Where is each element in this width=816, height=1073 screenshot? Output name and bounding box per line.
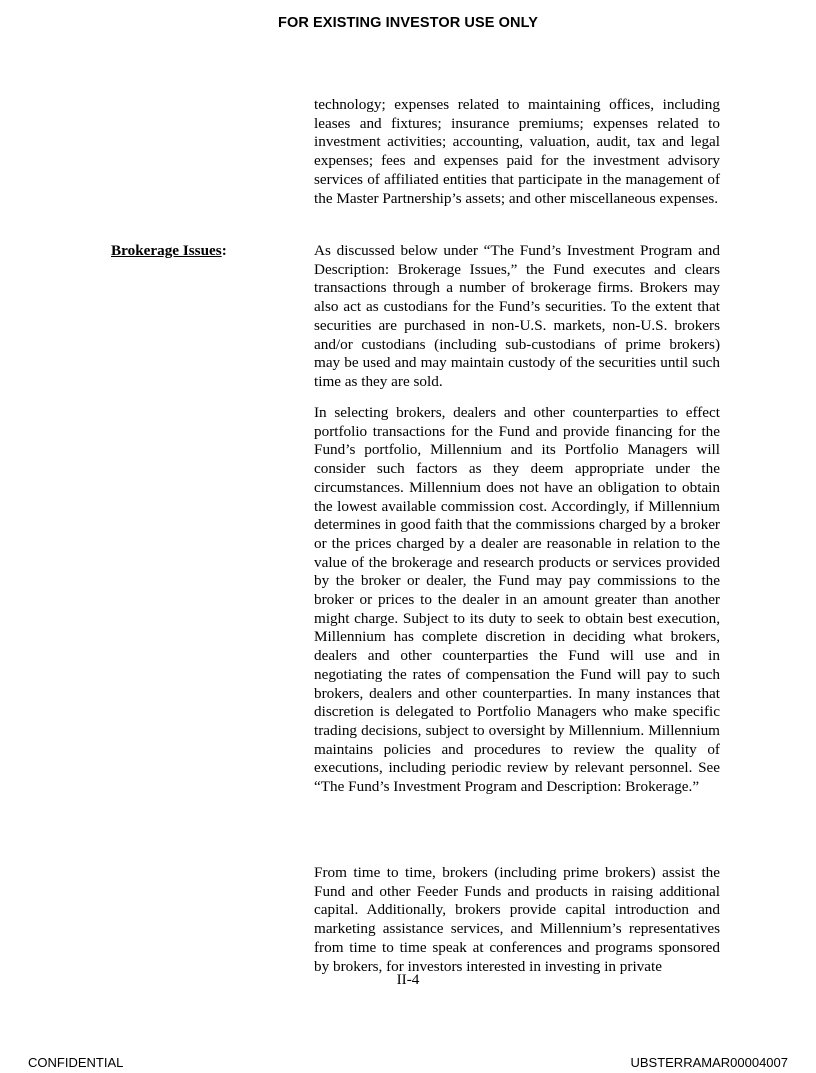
section-label-brokerage: [111, 242, 227, 261]
page-number: [0, 971, 816, 989]
brokerage-text-1: As discussed below under “The Fund’s Investment Program and Description: Brokerage Issues,” the Fund executes and clears transactions through a number of brokerage firms. Brokers may also act as custodians for the Fund’s securities. To the extent that securities are purchased in non-U.S. markets, non-U.S. brokers and/or custodians (including sub-custodians of prime brokers) may be used and may maintain custody of the securities until such time as they are sold.: [314, 242, 720, 390]
brokerage-text-2: In selecting brokers, dealers and other counterparties to effect portfolio transactions for the Fund and provide financing for the Fund’s portfolio, Millennium and its Portfolio Managers will consider such factors as they deem appropriate under the circumstances. Millennium does not have an obligation to obtain the lowest available commission cost. Accordingly, if Millennium determines in good faith that the commissions charged by a broker or the prices charged by a dealer are reasonable in relation to the value of the brokerage and research products or services provided by the broker or dealer, the Fund may pay commissions to the broker or prices to the dealer in an amount greater than another might charge. Subject to its duty to seek to obtain best execution, Millennium has complete discretion in deciding what brokers, dealers and other counterparties the Fund will use and in negotiating the rates of compensation the Fund will pay to such brokers, dealers and other counterparties. In many instances that discretion is delegated to Portfolio Managers who make specific trading decisions, subject to oversight by Millennium. Millennium maintains policies and procedures to review the quality of executions, including periodic review by relevant personnel. See “The Fund’s Investment Program and Description: Brokerage.”: [314, 404, 720, 796]
footer-bates-number: UBSTERRAMAR00004007: [630, 1055, 788, 1070]
brokerage-paragraph-1: [314, 242, 720, 392]
intro-text: technology; expenses related to maintaining offices, including leases and fixtures; insurance premiums; expenses related to investment activities; accounting, valuation, audit, tax and legal expenses; fees and expenses paid for the investment advisory services of affiliated entities that participate in the management of the Master Partnership’s assets; and other miscellaneous expenses.: [314, 96, 720, 207]
brokerage-text-3: From time to time, brokers (including prime brokers) assist the Fund and other Feeder Funds and products in raising additional capital. Additionally, brokers provide capital introduction and marketing assistance services, and Millennium’s representatives from time to time speak at conferences and programs sponsored by brokers, for investors interested in investing in private: [314, 864, 720, 975]
page-number-text: II-4: [396, 971, 420, 988]
section-label-colon: :: [221, 242, 227, 259]
section-label-text: Brokerage Issues: [111, 242, 222, 259]
footer-confidential: CONFIDENTIAL: [28, 1055, 124, 1070]
page-header: FOR EXISTING INVESTOR USE ONLY: [277, 15, 539, 31]
brokerage-paragraph-2: [314, 404, 720, 797]
brokerage-paragraph-3: [314, 864, 720, 976]
intro-paragraph: [314, 96, 720, 208]
